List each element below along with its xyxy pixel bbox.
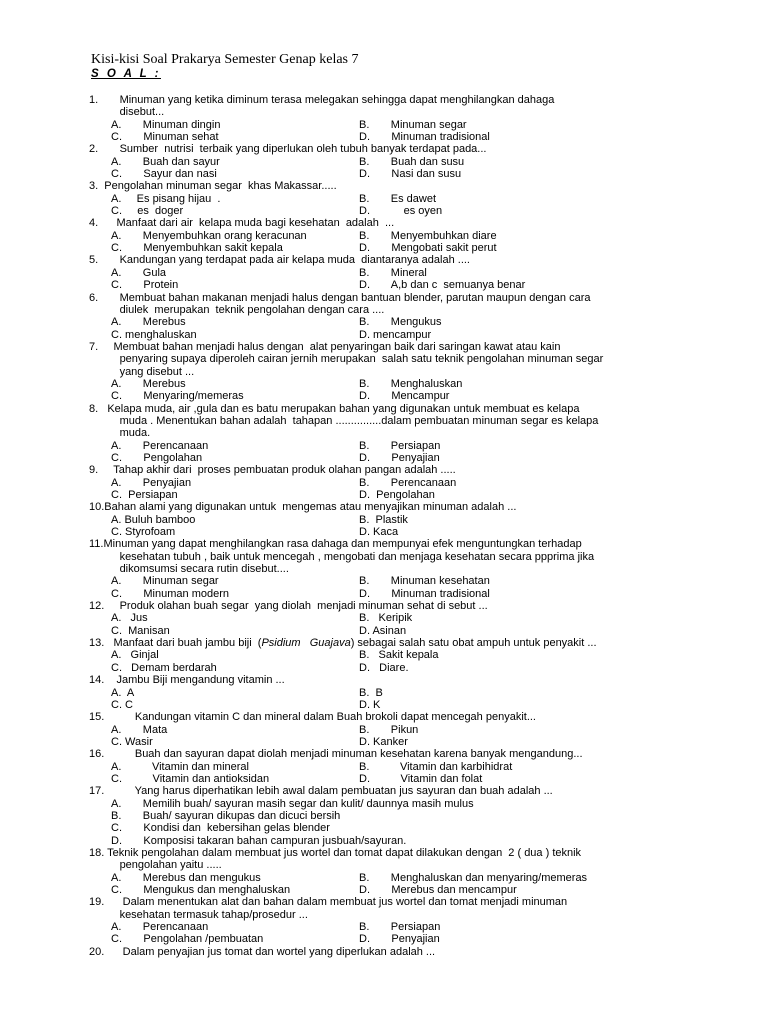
answer-options [89,649,729,674]
question-12 [89,600,729,637]
question-4 [89,217,729,254]
answer-option: C. Minuman modern [111,587,229,600]
answer-option: A. Buluh bamboo [111,513,196,526]
question-8 [89,403,729,465]
question-19 [89,896,729,945]
answer-options [89,872,729,897]
answer-option: B. Menghaluskan [359,377,463,390]
answer-option: B. Menghaluskan dan menyaring/memeras [359,871,588,884]
answer-option: A. Mata [111,723,168,736]
answer-option: B. Persiapan [359,439,441,452]
answer-option: B. Mineral [359,266,427,279]
answer-option: A. A [111,686,135,699]
question-5 [89,254,729,291]
page-title: Kisi-kisi Soal Prakarya Semester Genap kelas 7 [91,52,359,67]
question-17 [89,785,729,847]
question-18 [89,847,729,896]
question-10 [89,501,729,538]
answer-option: B. Menyembuhkan diare [359,229,497,242]
answer-option: D. Asinan [359,624,407,637]
answer-option: C. Menyaring/memeras [111,390,244,403]
question-text: 2. Sumber nutrisi terbaik yang diperlukan oleh tubuh banyak terdapat pada... [89,143,487,156]
question-text [89,637,729,649]
answer-option: D. Minuman tradisional [359,587,490,600]
answer-option: C. Mengukus dan menghaluskan [111,884,291,896]
answer-option: D. Mengobati sakit perut [359,242,497,255]
answer-option: C. Kondisi dan kebersihan gelas blender [111,822,330,835]
answer-option: A. Memilih buah/ sayuran masih segar dan kulit/ daunnya masih mulus [111,797,474,810]
answer-option: B. Keripik [359,612,413,625]
answer-option: B. Buah/ sayuran dikupas dan dicuci bersih [111,809,341,822]
answer-option: C. Pengolahan /pembuatan [111,933,264,946]
answer-option: D. es oyen [359,205,443,218]
answer-options [89,156,729,181]
answer-options [89,230,729,255]
answer-option: C. Protein [111,279,179,292]
answer-option: C. es doger [111,205,184,218]
question-text: 9. Tahap akhir dari proses pembuatan produk olahan pangan adalah ..... [89,464,456,477]
answer-options [89,724,729,749]
answer-options [89,921,729,946]
question-6 [89,292,729,341]
answer-option: A. Jus [111,612,148,625]
answer-option: A. Minuman segar [111,575,219,588]
question-1 [89,94,729,143]
question-7 [89,341,729,403]
question-16 [89,748,729,785]
answer-option: C. Styrofoam [111,526,176,539]
answer-options [89,477,729,502]
question-text: 4. Manfaat dari air kelapa muda bagi kesehatan adalah ... [89,217,395,230]
question-text: 18. Teknik pengolahan dalam membuat jus wortel dan tomat dapat dilakukan dengan 2 ( dua ) teknik pengolahan yaitu ..... [89,846,582,872]
answer-option: D. Merebus dan mencampur [359,884,517,896]
question-text: 19. Dalam menentukan alat dan bahan dalam membuat jus wortel dan tomat menjadi minuman kesehatan termasuk tahap/prosedur ... [89,896,568,921]
question-text: 8. Kelapa muda, air ,gula dan es batu merupakan bahan yang digunakan untuk membuat es kelapa muda . Menentukan bahan adalah tahapan ...............dalam pembuatan minuman segar es kelapa muda. [89,402,599,440]
answer-option: A. Penyajian [111,476,192,489]
answer-option: D. Komposisi takaran bahan campuran jusbuah/sayuran. [111,834,407,847]
answer-options [89,575,729,600]
question-text: 15. Kandungan vitamin C dan mineral dalam Buah brokoli dapat mencegah penyakit... [89,711,536,724]
answer-option: C. Vitamin dan antioksidan [111,772,270,785]
answer-option: B. Vitamin dan karbihidrat [359,760,513,773]
question-3 [89,180,729,217]
answer-option: B. Pikun [359,723,419,736]
answer-option: A. Es pisang hijau . [111,192,221,205]
question-15 [89,711,729,748]
answer-option: C. menghaluskan [111,328,197,341]
answer-option: A. Merebus dan mengukus [111,871,261,884]
answer-option: D. Vitamin dan folat [359,772,483,785]
answer-option: B. Buah dan susu [359,155,465,168]
question-text: 5. Kandungan yang terdapat pada air kelapa muda diantaranya adalah .... [89,254,470,267]
question-text: 1. Minuman yang ketika diminum terasa melegakan sehingga dapat menghilangkan dahaga disebut... [89,94,555,119]
answer-option: D. Minuman tradisional [359,131,490,144]
answer-option: A. Perencanaan [111,921,209,934]
question-2 [89,143,729,180]
answer-options [89,440,729,465]
answer-option: D. Kanker [359,735,408,748]
answer-option: A. Minuman dingin [111,118,221,131]
answer-option: C. Pengolahan [111,451,203,464]
answer-option: C. Minuman sehat [111,131,219,144]
answer-options [89,798,729,847]
answer-option: D. Nasi dan susu [359,168,462,181]
scientific-name: Psidium Guajava [261,637,351,650]
answer-option: D. K [359,698,381,711]
answer-option: A. Perencanaan [111,439,209,452]
soal-heading: S O A L : [91,68,161,80]
answer-option: B. Sakit kepala [359,649,439,662]
question-text: 16. Buah dan sayuran dapat diolah menjadi minuman kesehatan karena banyak mengandung... [89,748,583,761]
answer-option: B. Persiapan [359,921,441,934]
answer-option: C. C [111,698,133,711]
question-text: 20. Dalam penyajian jus tomat dan wortel yang diperlukan adalah ... [89,945,436,958]
answer-option: C. Demam berdarah [111,661,217,674]
answer-options [89,267,729,292]
question-text-part: 13. Manfaat dari buah jambu biji ( [89,637,262,650]
question-text: 17. Yang harus diperhatikan lebih awal dalam pembuatan jus sayuran dan buah adalah ... [89,785,553,798]
answer-option: A. Menyembuhkan orang keracunan [111,229,307,242]
answer-option: D. Kaca [359,526,399,539]
question-20 [89,946,729,958]
answer-option: B. Mengukus [359,316,442,329]
answer-option: A. Gula [111,266,167,279]
answer-options [89,119,729,144]
answer-option: C. Wasir [111,735,153,748]
answer-option: D. Penyajian [359,451,440,464]
answer-option: B. Minuman segar [359,118,467,131]
question-text-part: ) sebagai salah satu obat ampuh untuk penyakit ... [350,637,597,650]
answer-option: D. A,b dan c semuanya benar [359,279,526,292]
answer-option: B. Plastik [359,513,408,526]
answer-option: A. Vitamin dan mineral [111,760,249,773]
answer-options [89,316,729,341]
answer-option: A. Merebus [111,316,186,329]
answer-option: D. mencampur [359,328,432,341]
answer-options [89,378,729,403]
answer-option: B. Perencanaan [359,476,457,489]
question-text: 7. Membuat bahan menjadi halus dengan alat penyaringan baik dari saringan kawat atau kain penyaring supaya diperoleh cairan jernih merupakan salah satu teknik pengolahan minuman segar yang disebut ... [89,340,604,378]
question-text: 6. Membuat bahan makanan menjadi halus dengan bantuan blender, parutan maupun dengan cara diulek merupakan teknik pengolahan dengan cara .... [89,291,591,316]
question-text: 11.Minuman yang dapat menghilangkan rasa dahaga dan mempunyai efek menguntungkan terhadap kesehatan tubuh , baik untuk mencegah , mengobati dan menjaga kesehatan secara ppprima jika dikomsumsi secara rutin disebut.... [89,538,595,576]
question-text: 3. Pengolahan minuman segar khas Makassar..... [89,180,337,193]
answer-option: B. Minuman kesehatan [359,575,490,588]
answer-option: B. Es dawet [359,192,437,205]
answer-options [89,193,729,218]
answer-option: B. B [359,686,383,699]
question-list [89,94,729,958]
answer-option: A. Buah dan sayur [111,155,220,168]
answer-option: C. Menyembuhkan sakit kepala [111,242,283,255]
question-11 [89,538,729,600]
answer-option: D. Diare. [359,661,409,674]
question-text: 12. Produk olahan buah segar yang diolah menjadi minuman sehat di sebut ... [89,600,488,613]
question-9 [89,464,729,501]
answer-option: A. Merebus [111,377,186,390]
answer-option: D. Pengolahan [359,489,435,501]
answer-option: D. Mencampur [359,390,450,403]
answer-option: C. Persiapan [111,489,178,501]
answer-options [89,514,729,539]
answer-option: A. Ginjal [111,649,159,662]
answer-options [89,612,729,637]
answer-option: C. Manisan [111,624,170,637]
question-text: 14. Jambu Biji mengandung vitamin ... [89,674,285,687]
answer-option: C. Sayur dan nasi [111,168,217,181]
question-13 [89,637,729,674]
answer-options [89,761,729,786]
question-text: 10.Bahan alami yang digunakan untuk mengemas atau menyajikan minuman adalah ... [89,501,517,514]
answer-option: D. Penyajian [359,933,440,946]
question-14 [89,674,729,711]
answer-options [89,687,729,712]
